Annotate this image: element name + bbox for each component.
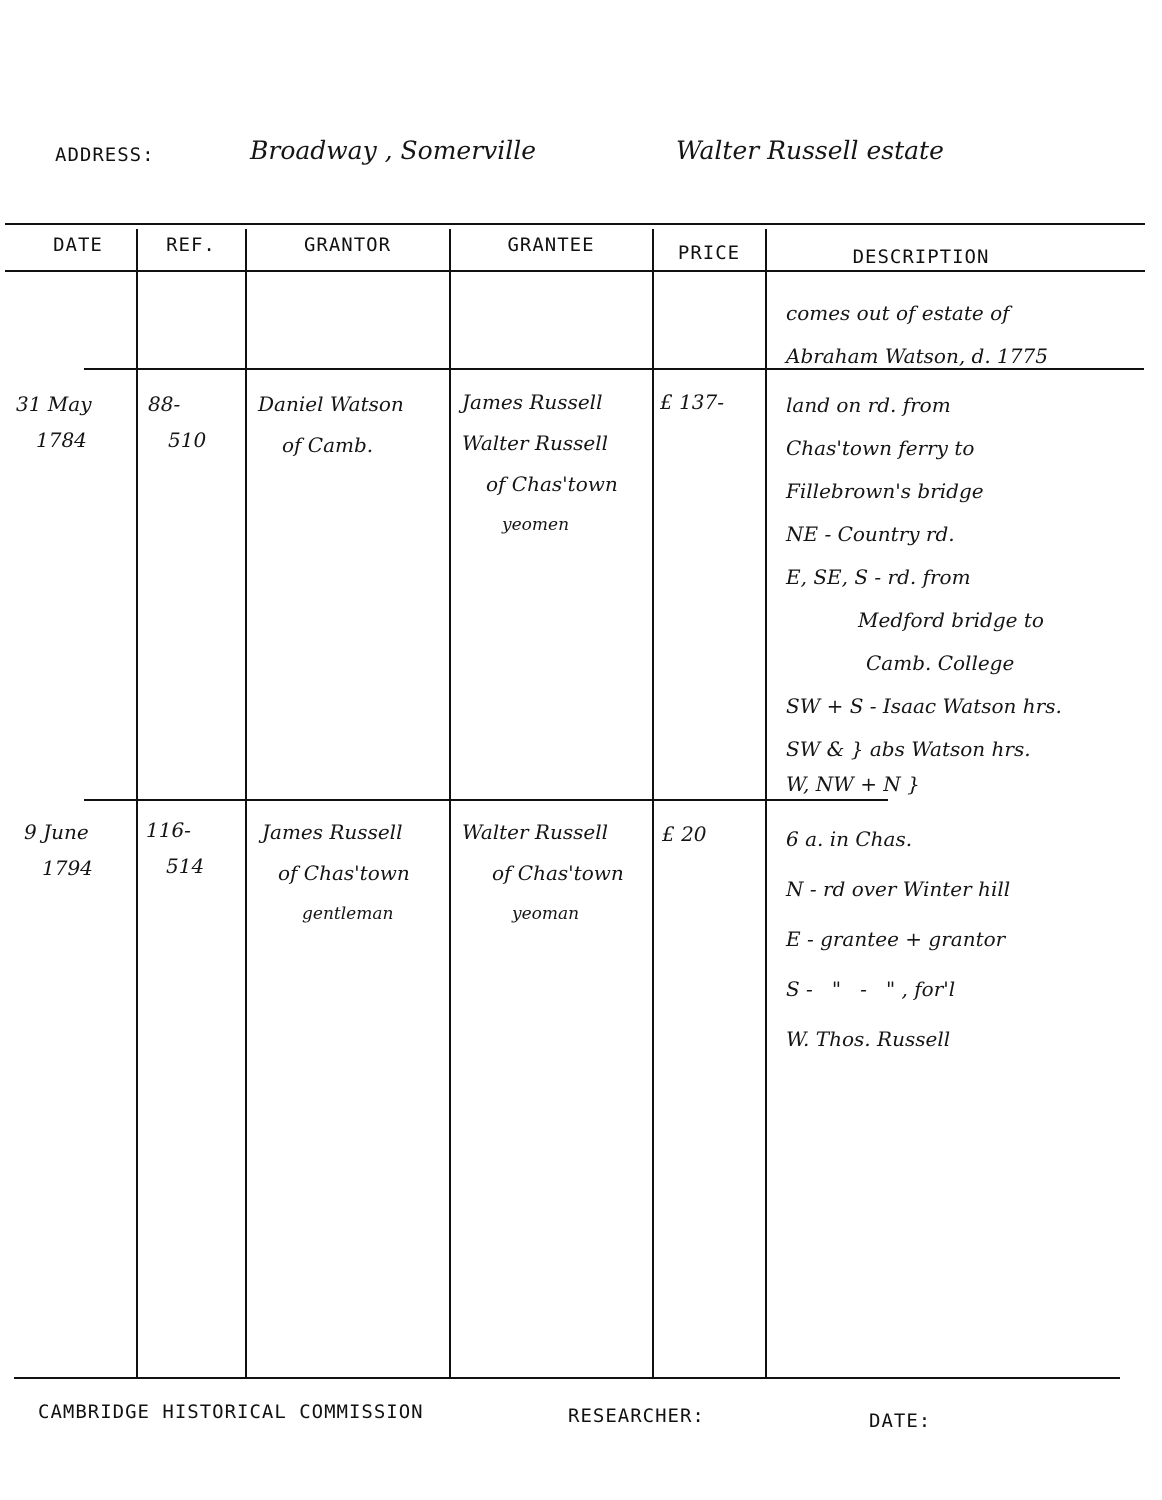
column-rule-5: [765, 229, 767, 1377]
ref-line: 88-: [148, 392, 181, 416]
intro-description: [786, 292, 1048, 378]
description-line: E - grantee + grantor: [786, 927, 1006, 951]
description-line: 6 a. in Chas.: [786, 827, 913, 851]
description-line: E, SE, S - rd. from: [786, 565, 971, 589]
column-header-grantee: GRANTEE: [507, 234, 595, 256]
row-2-ref: [146, 812, 204, 884]
column-header-grantor: GRANTOR: [303, 234, 392, 256]
column-header-description: DESCRIPTION: [852, 246, 990, 268]
row-2-date: [24, 814, 93, 886]
row-2-description: [786, 814, 1010, 1064]
description-line: N - rd over Winter hill: [786, 877, 1011, 901]
description-line: NE - Country rd.: [786, 522, 955, 546]
address-label: ADDRESS:: [55, 144, 155, 166]
price-value: £ 20: [662, 822, 707, 846]
date-line: 1784: [36, 428, 87, 452]
column-header-price: PRICE: [677, 242, 741, 264]
column-rule-4: [652, 229, 654, 1377]
grantee-line: of Chas'town: [492, 861, 624, 885]
description-line: comes out of estate of: [786, 301, 1010, 325]
grantor-line: gentleman: [302, 904, 394, 924]
column-header-ref: REF.: [166, 234, 216, 256]
description-line: SW + S - Isaac Watson hrs.: [786, 694, 1062, 718]
column-header-date: DATE: [53, 234, 103, 256]
row-1-date: [16, 386, 92, 458]
row-divider-2: [84, 799, 888, 801]
grantee-line: Walter Russell: [462, 820, 609, 844]
row-1-grantee: [462, 382, 618, 546]
description-line: S - " - " , for'l: [786, 977, 956, 1001]
row-1-grantor: [258, 384, 404, 466]
grantor-line: James Russell: [262, 820, 403, 844]
ref-line: 514: [166, 854, 205, 878]
row-1-ref: [148, 386, 206, 458]
property-name: Walter Russell estate: [676, 136, 944, 165]
ref-line: 116-: [146, 818, 191, 842]
description-line: Fillebrown's bridge: [786, 479, 984, 503]
ref-line: 510: [168, 428, 207, 452]
description-line: W, NW + N }: [786, 772, 920, 796]
description-line: Abraham Watson, d. 1775: [786, 344, 1048, 368]
row-1-description: [786, 384, 1062, 797]
description-line: Camb. College: [866, 651, 1015, 675]
grantor-line: of Camb.: [282, 433, 374, 457]
grantor-line: of Chas'town: [278, 861, 410, 885]
researcher-label: RESEARCHER:: [568, 1405, 705, 1427]
table-bottom-rule: [14, 1377, 1120, 1379]
row-2-grantee: [462, 812, 624, 935]
grantee-line: yeomen: [502, 515, 570, 535]
description-line: SW & } abs Watson hrs.: [786, 737, 1031, 761]
description-line: Chas'town ferry to: [786, 436, 975, 460]
description-line: land on rd. from: [786, 393, 951, 417]
description-line: W. Thos. Russell: [786, 1027, 951, 1051]
column-rule-3: [449, 229, 451, 1377]
date-label: DATE:: [869, 1410, 932, 1432]
header-bottom-rule: [5, 270, 1145, 272]
commission-name: CAMBRIDGE HISTORICAL COMMISSION: [38, 1401, 424, 1423]
description-line: Medford bridge to: [858, 608, 1044, 632]
row-2-grantor: [262, 812, 410, 935]
grantee-line: James Russell: [462, 390, 603, 414]
date-line: 31 May: [16, 392, 92, 416]
date-line: 9 June: [24, 820, 89, 844]
grantee-line: yeoman: [512, 904, 580, 924]
date-line: 1794: [42, 856, 93, 880]
column-rule-2: [245, 229, 247, 1377]
grantor-line: Daniel Watson: [258, 392, 404, 416]
grantee-line: Walter Russell: [462, 431, 609, 455]
row-1-price: [660, 390, 724, 414]
table-top-rule: [5, 223, 1145, 225]
grantee-line: of Chas'town: [486, 472, 618, 496]
address-value: Broadway , Somerville: [250, 136, 537, 165]
price-value: £ 137-: [660, 390, 725, 414]
row-2-price: [662, 822, 707, 846]
column-rule-1: [136, 229, 138, 1377]
